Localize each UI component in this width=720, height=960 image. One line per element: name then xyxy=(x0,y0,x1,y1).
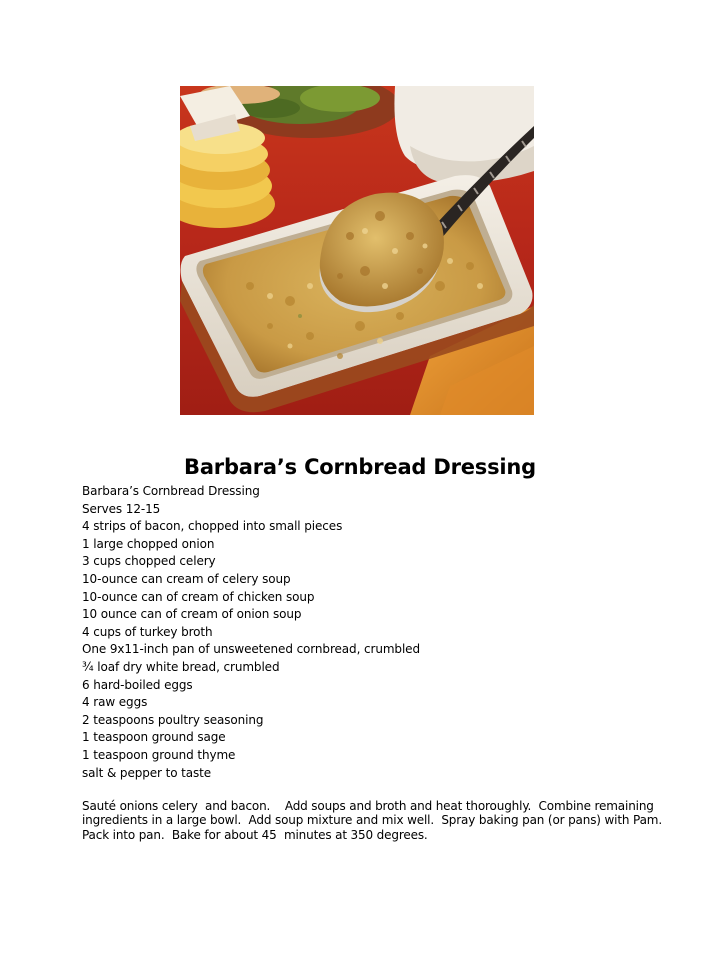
ingredient-item: 10 ounce can of cream of onion soup xyxy=(82,607,302,622)
ingredient-item: salt & pepper to taste xyxy=(82,765,212,780)
ingredient-item: 4 raw eggs xyxy=(82,695,148,710)
recipe-instructions: Sauté onions celery and bacon. Add soups and broth and heat thoroughly. Combine remaining ingredients in a large bowl. Add soup mixture and mix well. Spray baking pan (or pans) with Pam. Pack into pan. Bake for about 45 minutes at 350 degrees. xyxy=(82,799,670,842)
ingredient-item: One 9x11-inch pan of unsweetened cornbread, crumbled xyxy=(82,642,420,657)
ingredient-item: 10-ounce can cream of celery soup xyxy=(82,571,291,586)
ingredient-item: 1 teaspoon ground sage xyxy=(82,730,226,745)
ingredient-item: 2 teaspoons poultry seasoning xyxy=(82,712,264,727)
recipe-title: Barbara’s Cornbread Dressing xyxy=(184,455,536,479)
ingredient-item: 1 large chopped onion xyxy=(82,536,215,551)
ingredient-list xyxy=(82,483,420,782)
ingredient-item: 10-ounce can of cream of chicken soup xyxy=(82,589,315,604)
ingredient-item: 3 cups chopped celery xyxy=(82,554,216,569)
ingredient-item: 6 hard-boiled eggs xyxy=(82,677,193,692)
ingredient-item: 1 teaspoon ground thyme xyxy=(82,747,236,762)
cornbread-dressing-photo xyxy=(180,86,534,415)
ingredient-item: 4 strips of bacon, chopped into small pieces xyxy=(82,519,343,534)
ingredient-item: ¾ loaf dry white bread, crumbled xyxy=(82,659,280,674)
servings-line: Serves 12-15 xyxy=(82,501,161,516)
ingredient-item: 4 cups of turkey broth xyxy=(82,624,213,639)
recipe-subtitle: Barbara’s Cornbread Dressing xyxy=(82,484,260,498)
